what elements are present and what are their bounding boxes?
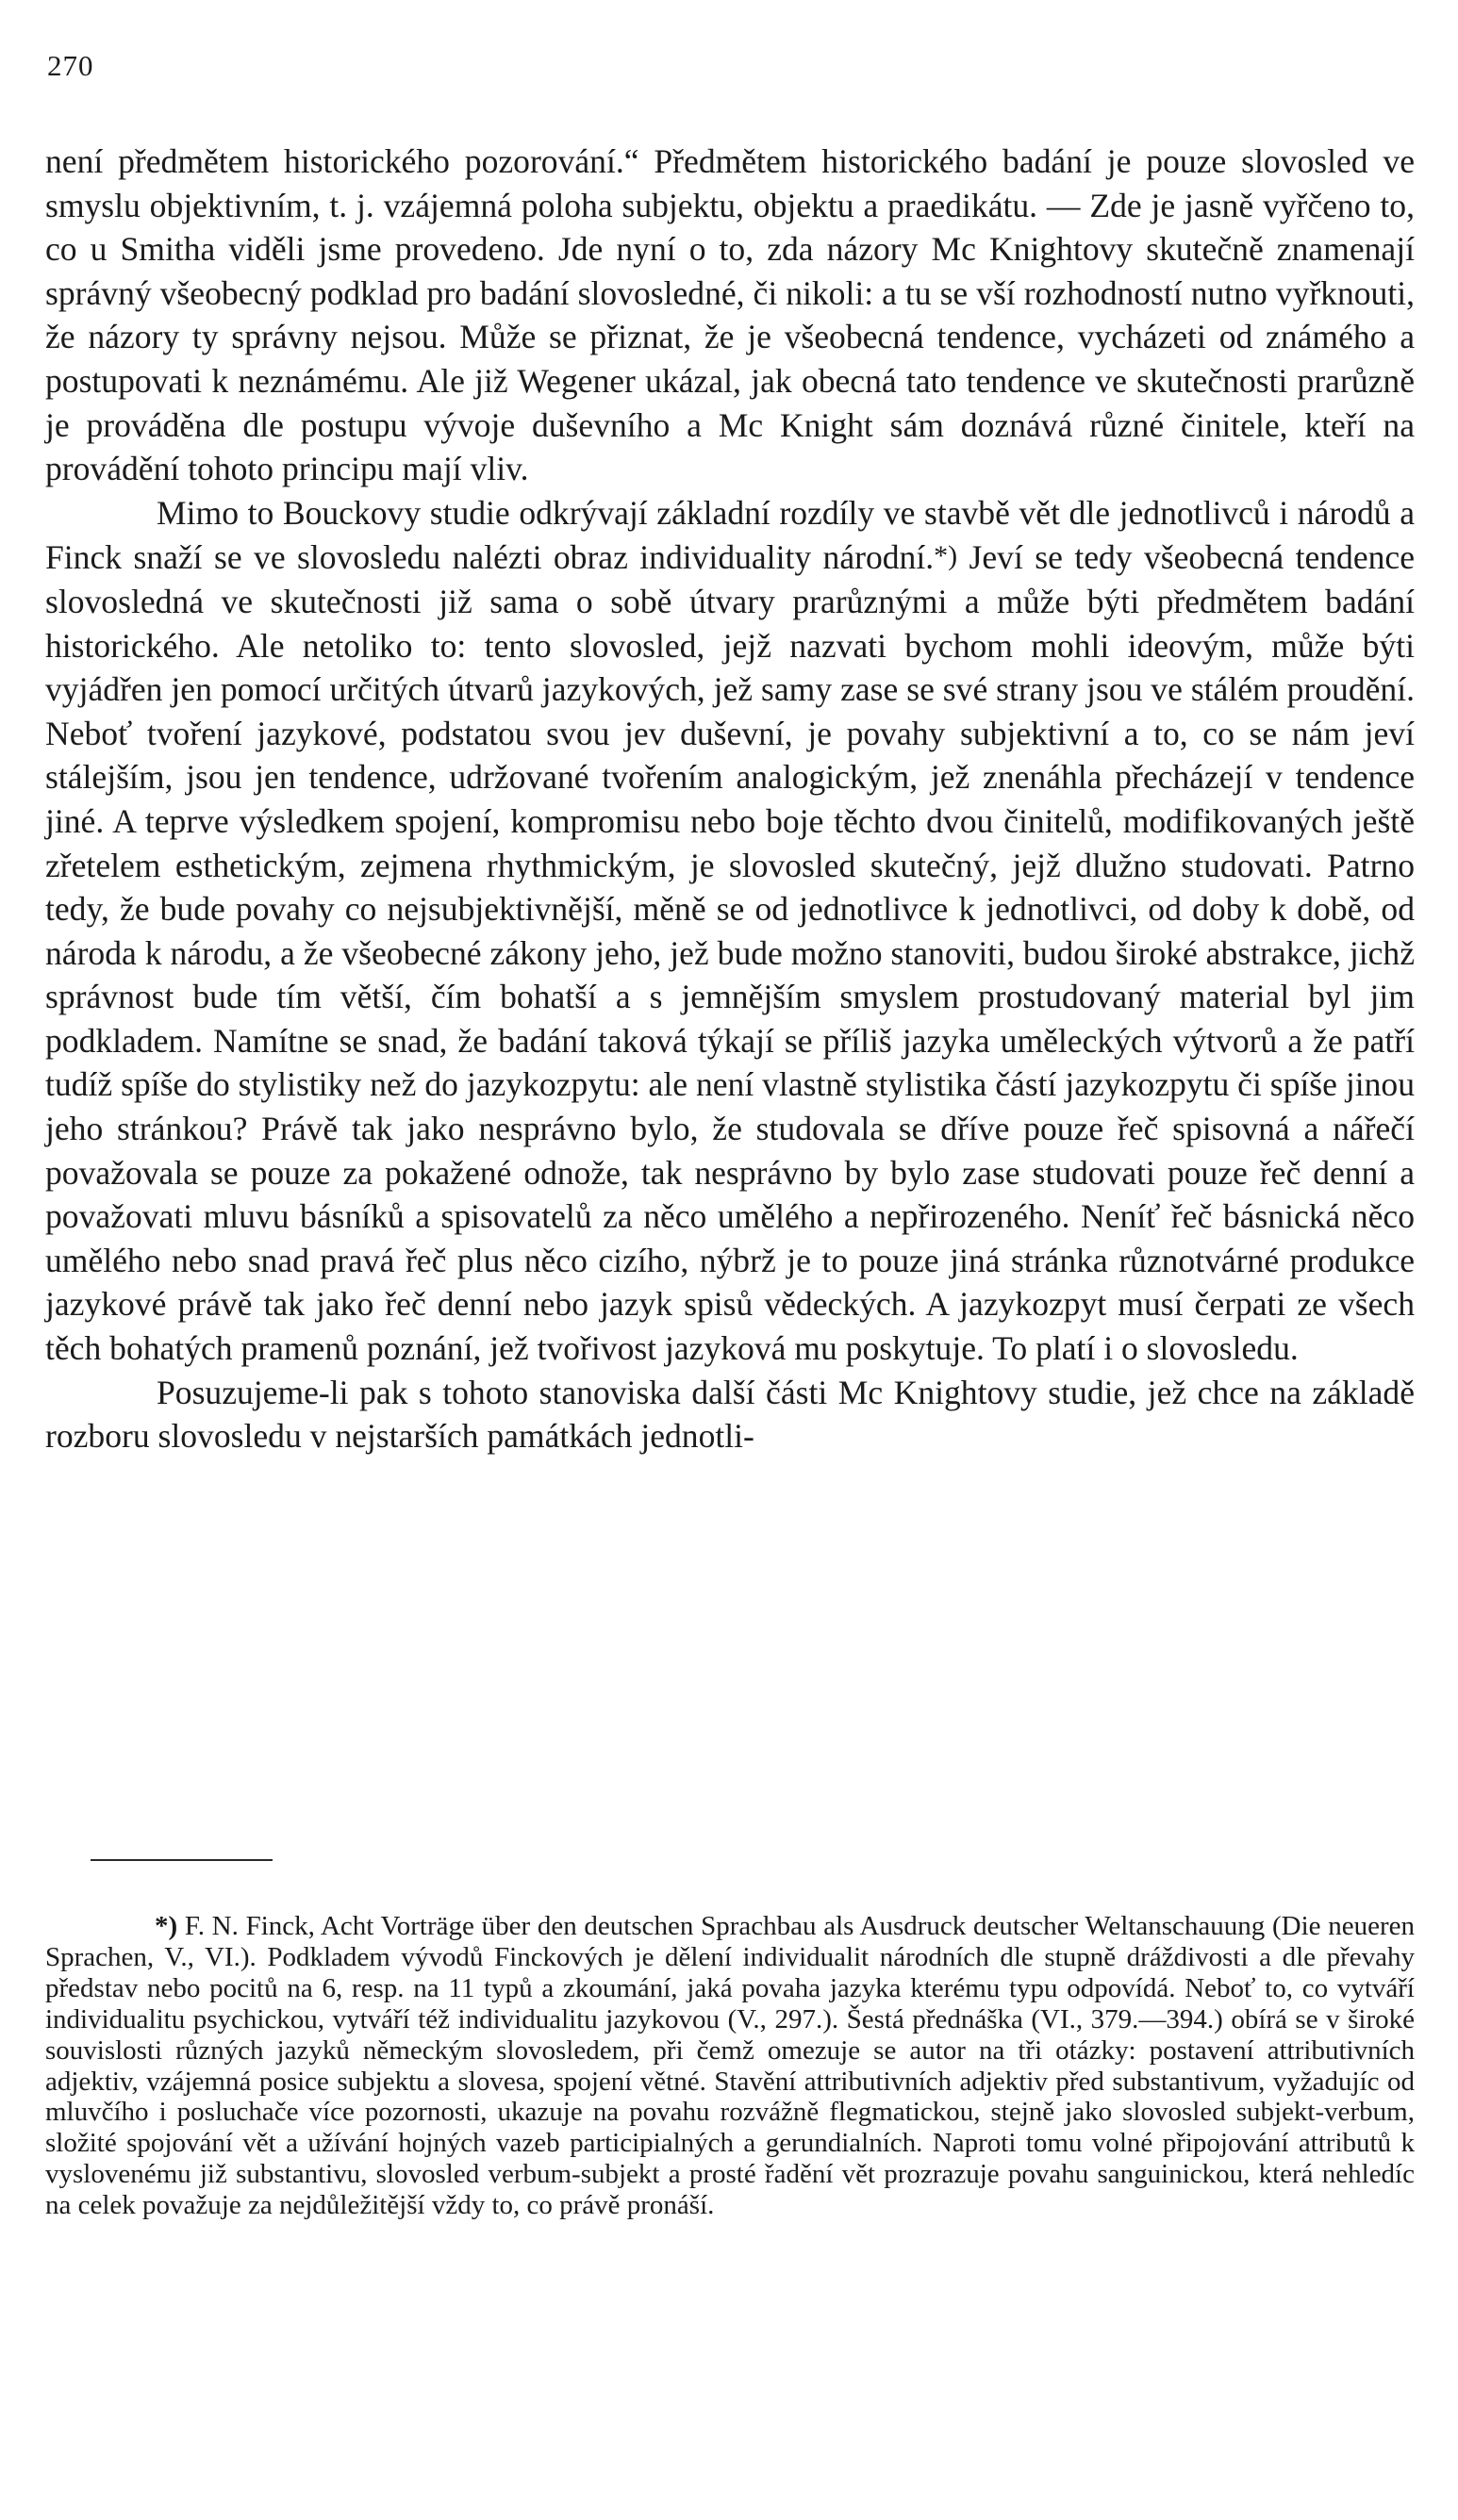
paragraph [45,491,1415,1371]
main-text [45,140,1415,1458]
paragraph-text: není předmětem historického pozorování.“ Předmětem historického badání je pouze slovosled ve smyslu objektivním, t. j. vzájemná poloha subjektu, objektu a praedikátu. — Zde je jasně vyřčeno to, co u Smitha viděli jsme provedeno. Jde nyní o to, zda názory Mc Knightovy skutečně znamenají správný všeobecný podklad pro badání slovosledné, či nikoli: a tu se vší rozhodností nutno vyřknouti, že názory ty správny nejsou. Může se přiznat, že je všeobecná tendence, vycházeti od známého a postupovati k neznámému. Ale již Wegener ukázal, jak obecná tato tendence ve skutečnosti prarůzně je prováděna dle postupu vývoje duševního a Mc Knight sám doznává různé činitele, kteří na provádění tohoto principu mají vliv. [45,142,1415,488]
paragraph-text: Posuzujeme-li pak s tohoto stanoviska další části Mc Knightovy studie, jež chce na základě rozboru slovosledu v nejstarších památkách jednotli- [45,1373,1415,1456]
paragraph-text: Mimo to Bouckovy studie odkrývají základní rozdíly ve stavbě vět dle jednotlivců i národů a Finck snaží se ve slovosledu nalézti obraz individuality národní. [45,493,1415,577]
footnote-separator [91,1859,273,1861]
footnote-reference: *) [934,540,958,572]
footnote-paragraph [45,1911,1415,2221]
footnote-mark: *) [155,1911,178,1941]
paragraph [45,1371,1415,1458]
paragraph-text: Jeví se tedy všeobecná tendence slovosledná ve skutečnosti již sama o sobě útvary prarůznými a může býti předmětem badání historického. Ale netoliko to: tento slovosled, jejž nazvati bychom mohli ideovým, může býti vyjádřen jen pomocí určitých útvarů jazykových, jež samy zase se své strany jsou ve stálém proudění. Neboť tvoření jazykové, podstatou svou jev duševní, je povahy subjektivní a to, co se nám jeví stálejším, jsou jen tendence, udržované tvořením analogickým, jež znenáhla přecházejí v tendence jiné. A teprve výsledkem spojení, kompromisu nebo boje těchto dvou činitelů, modifikovaných ještě zřetelem esthetickým, zejmena rhythmickým, je slovosled skutečný, jejž dlužno studovati. Patrno tedy, že bude povahy co nejsubjektivnější, měně se od jednotlivce k jednotlivci, od doby k době, od národa k národu, a že všeobecné zákony jeho, jež bude možno stanoviti, budou široké abstrakce, jichž správnost bude tím větší, čím bohatší a s jemnějším smyslem prostudovaný material byl jim podkladem. Namítne se snad, že badání taková týkají se příliš jazyka uměleckých výtvorů a že patří tudíž spíše do stylistiky než do jazykozpytu: ale není vlastně stylistika částí jazykozpytu či spíše jinou jeho stránkou? Právě tak jako nesprávno bylo, že studovala se dříve pouze řeč spisovná a nářečí považovala se pouze za pokažené odnože, tak nesprávno by bylo zase studovati pouze řeč denní a považovati mluvu básníků a spisovatelů za něco umělého a nepřirozeného. Neníť řeč básnická něco umělého nebo snad pravá řeč plus něco cizího, nýbrž je to pouze jiná stránka různotvárné produkce jazykové právě tak jako řeč denní nebo jazyk spisů vědeckých. A jazykozpyt musí čerpati ze všech těch bohatých pramenů poznání, jež tvořivost jazyková mu poskytuje. To platí i o slovosledu. [45,538,1415,1368]
paragraph [45,140,1415,491]
footnote-text: F. N. Finck, Acht Vorträge über den deutschen Sprachbau als Ausdruck deutscher Weltanschauung (Die neueren Sprachen, V., VI.). Podkladem vývodů Finckových je dělení individualit národních dle stupně dráždivosti a dle převahy představ nebo pocitů na 6, resp. na 11 typů a zkoumání, jaká povaha jazyka kterému typu odpovídá. Neboť to, co vytváří individualitu psychickou, vytváří též individualitu jazykovou (V., 297.). Šestá přednáška (VI., 379.—394.) obírá se v široké souvislosti různých jazyků německým slovosledem, při čemž omezuje se autor na tři otázky: postavení attributivních adjektiv, vzájemná posice subjektu a slovesa, spojení větné. Stavění attributivních adjektiv před substantivum, vyžadujíc od mluvčího i posluchače více pozornosti, ukazuje na povahu rozvážně flegmatickou, stejně jako slovosled subjekt-verbum, složité spojování vět a užívání hojných vazeb participialných a gerundialních. Naproti tomu volné připojování attributů k vyslovenému již substantivu, slovosled verbum-subjekt a prosté řadění vět prozrazuje povahu sanguinickou, která nehledíc na celek považuje za nejdůležitější vždy to, co právě pronáší. [45,1911,1415,2221]
footnote [45,1911,1415,2221]
page-number: 270 [47,49,94,82]
